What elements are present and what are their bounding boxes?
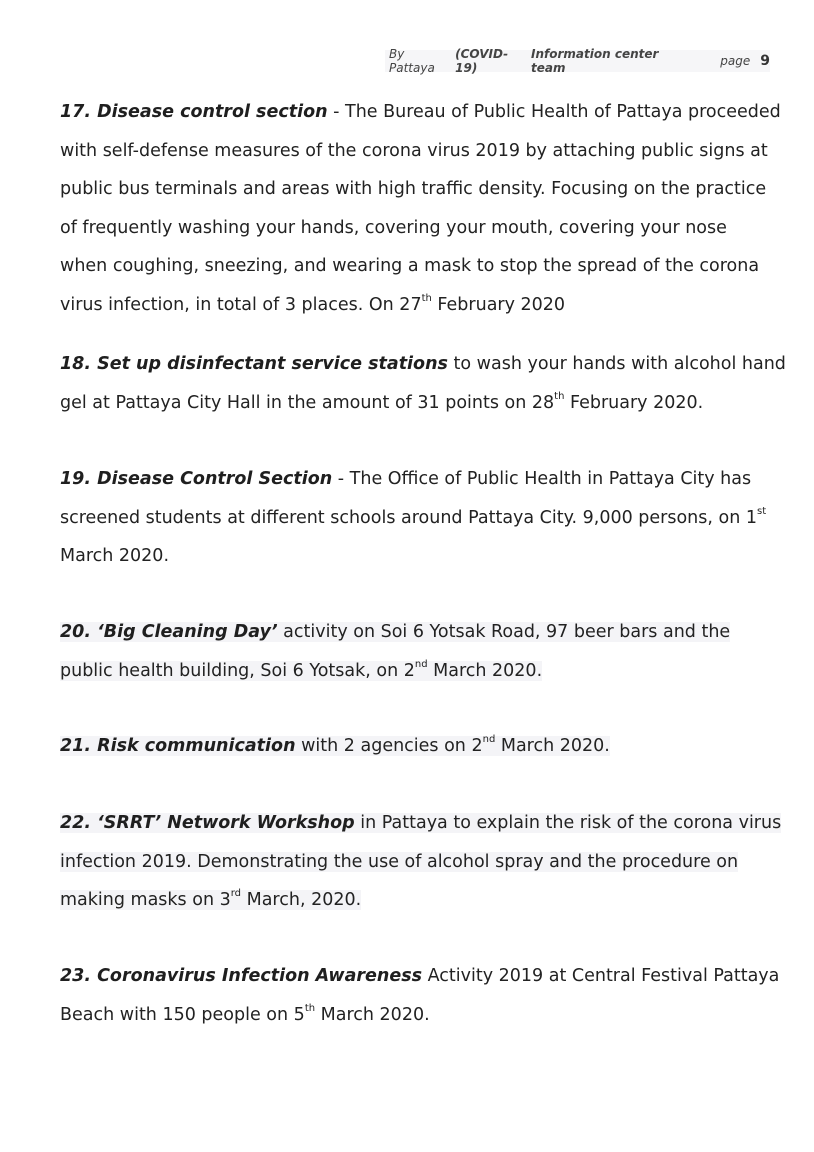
item-19-heading: 19. Disease Control Section [60,469,333,489]
item-21-heading: 21. Risk communication [60,736,296,756]
header-by: By Pattaya [389,47,435,75]
header-org: (COVID-19) [455,47,509,75]
header-page-label: page [720,54,751,68]
item-18: 18. Set up disinfectant service stations to wash your hands with alcohol hand gel at Pattaya City Hall in the amount of 31 points on 28th February 2020. [60,354,786,413]
item-23-heading: 23. Coronavirus Infection Awareness [60,966,423,986]
item-20: 20. ‘Big Cleaning Day’ activity on Soi 6 Yotsak Road, 97 beer bars and the public health building, Soi 6 Yotsak, on 2nd March 2020. [60,622,731,681]
item-21: 21. Risk communication with 2 agencies on 2nd March 2020. [60,734,610,756]
item-22: 22. ‘SRRT’ Network Workshop in Pattaya to explain the risk of the corona virus infection 2019. Demonstrating the use of alcohol spray and the procedure on making masks on 3rd March, 2020. [60,813,782,910]
item-22-heading: 22. ‘SRRT’ Network Workshop [60,813,355,833]
item-23: 23. Coronavirus Infection Awareness Activity 2019 at Central Festival Pattaya Beach with 150 people on 5th March 2020. [60,966,780,1025]
header-team: Information center team [531,47,659,75]
item-18-heading: 18. Set up disinfectant service stations [60,354,448,374]
item-20-heading: 20. ‘Big Cleaning Day’ [60,622,278,642]
page-header [385,47,770,75]
item-19: 19. Disease Control Section - The Office of Public Health in Pattaya City has screened students at different schools around Pattaya City. 9,000 persons, on 1st March 2020. [60,469,767,566]
item-17: 17. Disease control section - The Bureau of Public Health of Pattaya proceeded with self-defense measures of the corona virus 2019 by attaching public signs at public bus terminals and areas with high traffic density. Focusing on the practice of frequently washing your hands, covering your mouth, covering your nose when coughing, sneezing, and wearing a mask to stop the spread of the corona virus infection, in total of 3 places. On 27th February 2020 [60,102,781,315]
item-17-heading: 17. Disease control section [60,102,328,122]
page-number: 9 [760,53,770,69]
